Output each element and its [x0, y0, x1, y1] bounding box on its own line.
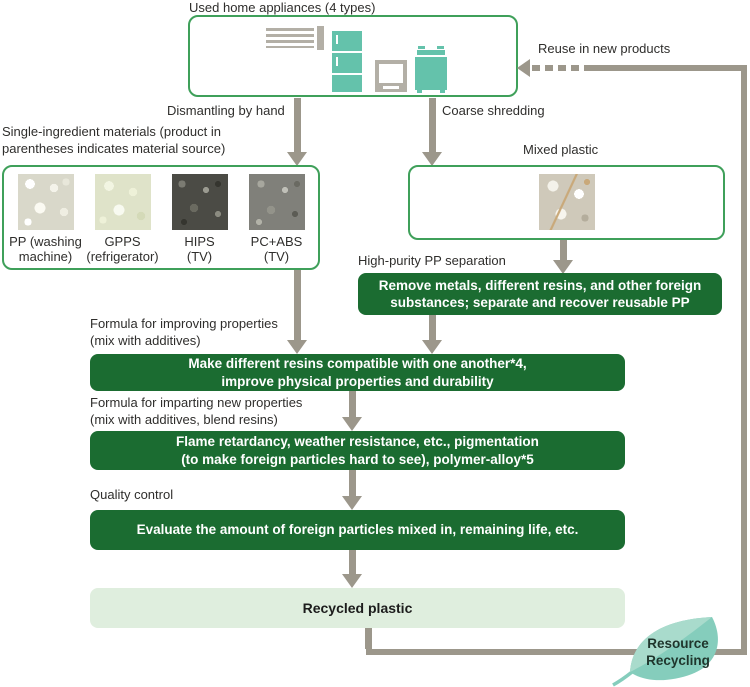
pp-flakes-photo: [18, 174, 74, 230]
loop-line-right: [741, 65, 747, 655]
arrow-shredding-head: [422, 152, 442, 166]
recycled-plastic-box: Recycled plastic: [90, 588, 625, 628]
pcabs-flakes-photo: [249, 174, 305, 230]
gpps-flakes-photo: [95, 174, 151, 230]
quality-control-caption: Quality control: [90, 487, 174, 502]
arrow-mixed-head: [553, 260, 573, 274]
arrow-newprops-head: [342, 496, 362, 510]
arrow-dismantling-head: [287, 152, 307, 166]
material-label: PP (washing machine): [9, 234, 82, 264]
arrow-materials-head: [287, 340, 307, 354]
reuse-line-top: [584, 65, 747, 71]
improving-properties-caption: Formula for improving properties (mix with additives): [90, 316, 278, 348]
step-new-properties-box: Flame retardancy, weather resistance, etc., pigmentation (to make foreign particles hard to see), polymer-alloy*5: [90, 431, 625, 470]
resource-recycling-label: Resource Recycling: [646, 636, 710, 668]
arrow-dismantling: [294, 98, 301, 153]
tv-icon: [375, 60, 407, 92]
material-pp: [7, 174, 84, 268]
arrow-shredding: [429, 98, 436, 153]
arrow-separation-to-compat: [429, 315, 436, 341]
arrow-mixed-to-separation: [560, 240, 567, 261]
arrow-materials-to-compat: [294, 270, 301, 341]
reuse-arrowhead: [517, 59, 530, 77]
dismantling-label: Dismantling by hand: [167, 103, 285, 118]
step-separation-box: Remove metals, different resins, and other foreign substances; separate and recover reusable PP: [358, 273, 722, 315]
single-ingredient-note: Single-ingredient materials (product in parentheses indicates material source): [2, 124, 226, 156]
arrow-compat-to-newprops: [349, 391, 356, 418]
arrow-newprops-to-evaluate: [349, 470, 356, 497]
arrow-evaluate-head: [342, 574, 362, 588]
loop-line-drop: [365, 628, 372, 649]
coarse-shredding-label: Coarse shredding: [442, 103, 545, 118]
air-conditioner-side-panel: [317, 26, 324, 50]
hips-flakes-photo: [172, 174, 228, 230]
reuse-label: Reuse in new products: [538, 41, 671, 56]
material-gpps: [84, 174, 161, 268]
arrow-separation-head: [422, 340, 442, 354]
resource-recycling-logo: [612, 610, 744, 687]
material-label: PC+ABS (TV): [250, 234, 303, 264]
material-label: GPPS (refrigerator): [86, 234, 159, 264]
material-pcabs: [238, 174, 315, 268]
mixed-plastic-box: [408, 165, 725, 240]
washing-machine-icon: [415, 46, 447, 93]
used-appliances-title: Used home appliances (4 types): [189, 0, 376, 15]
step-compatibilize-box: Make different resins compatible with one another*4, improve physical properties and durability: [90, 354, 625, 391]
single-ingredient-materials-box: [2, 165, 320, 270]
material-label: HIPS (TV): [184, 234, 215, 264]
arrow-compat-head: [342, 417, 362, 431]
imparting-properties-caption: Formula for imparting new properties (mix with additives, blend resins): [90, 395, 303, 427]
arrow-evaluate-to-recycled: [349, 550, 356, 575]
refrigerator-icon: [332, 31, 362, 92]
pp-separation-label: High-purity PP separation: [358, 253, 506, 268]
step-evaluate-box: Evaluate the amount of foreign particles mixed in, remaining life, etc.: [90, 510, 625, 550]
mixed-plastic-photo: [539, 174, 595, 230]
material-hips: [161, 174, 238, 268]
air-conditioner-icon: [266, 28, 314, 48]
mixed-plastic-label: Mixed plastic: [523, 142, 599, 157]
used-appliances-box: [188, 15, 518, 97]
